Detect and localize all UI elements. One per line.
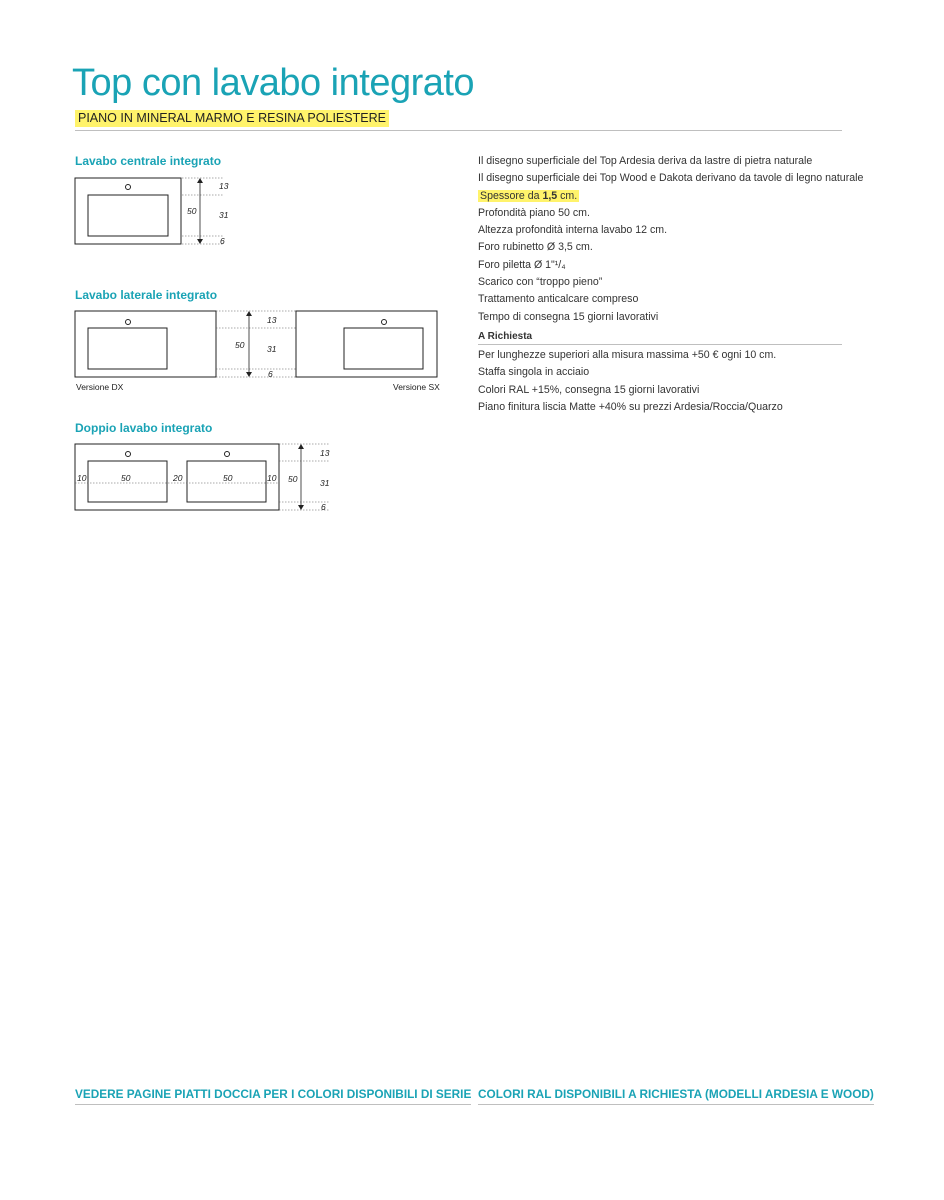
lateral-depth-label: 50 — [235, 340, 245, 350]
spec-line: Il disegno superficiale del Top Ardesia deriva da lastre di pietra naturale — [478, 155, 813, 167]
double-gap-label: 20 — [173, 473, 183, 483]
page-title: Top con lavabo integrato — [72, 62, 475, 104]
request-line: Staffa singola in acciaio — [478, 366, 590, 379]
central-inner-label: 31 — [219, 210, 229, 220]
subtitle: PIANO IN MINERAL MARMO E RESINA POLIESTERE — [75, 110, 389, 127]
central-top-label: 13 — [219, 181, 229, 191]
lateral-top-label: 13 — [267, 315, 277, 325]
lateral-inner-label: 31 — [267, 344, 277, 354]
thickness-suffix: cm. — [557, 189, 578, 202]
central-depth-label: 50 — [187, 206, 197, 216]
request-line: Per lunghezze superiori alla misura massima +50 € ogni 10 cm. — [478, 348, 777, 361]
double-top-label: 13 — [320, 448, 330, 458]
spec-line: Foro piletta Ø 1"¹/₄ — [478, 258, 566, 271]
section-double-title: Doppio lavabo integrato — [75, 421, 213, 435]
double-sink-diagram — [74, 443, 344, 515]
double-basin-right-label: 50 — [223, 473, 233, 483]
spec-list — [478, 153, 864, 416]
lateral-sink-diagram — [74, 310, 440, 382]
double-side-right-label: 10 — [267, 473, 277, 483]
subtitle-bar — [75, 109, 842, 131]
spec-line: Altezza profondità interna lavabo 12 cm. — [478, 224, 668, 237]
central-bottom-label: 6 — [220, 236, 225, 246]
double-inner-label: 31 — [320, 478, 330, 488]
spec-thickness — [478, 188, 842, 205]
double-depth-label: 50 — [288, 474, 298, 484]
spec-line: Foro rubinetto Ø 3,5 cm. — [478, 241, 593, 254]
section-lateral-title: Lavabo laterale integrato — [75, 288, 218, 302]
lateral-bottom-label: 6 — [268, 369, 273, 379]
spec-line: Il disegno superficiale dei Top Wood e Dakota derivano da tavole di legno naturale — [478, 172, 864, 185]
spec-line: Profondità piano 50 cm. — [478, 206, 590, 219]
request-line: Colori RAL +15%, consegna 15 giorni lavorativi — [478, 383, 700, 396]
request-line: Piano finitura liscia Matte +40% su prezzi Ardesia/Roccia/Quarzo — [478, 400, 783, 413]
thickness-value: 1,5 — [542, 189, 558, 202]
spec-line: Tempo di consegna 15 giorni lavorativi — [478, 310, 659, 323]
thickness-highlight — [478, 190, 579, 202]
spec-line: Scarico con “troppo pieno” — [478, 276, 603, 289]
thickness-prefix: Spessore da — [480, 189, 543, 202]
on-request-heading: A Richiesta — [478, 328, 842, 345]
footer-left-note: VEDERE PAGINE PIATTI DOCCIA PER I COLORI DISPONIBILI DI SERIE — [75, 1087, 471, 1105]
version-dx-label: Versione DX — [76, 382, 124, 392]
section-central-title: Lavabo centrale integrato — [75, 154, 222, 168]
double-bottom-label: 6 — [321, 502, 326, 512]
double-side-left-label: 10 — [77, 473, 87, 483]
double-basin-left-label: 50 — [121, 473, 131, 483]
spec-line: Trattamento anticalcare compreso — [478, 293, 639, 306]
version-sx-label: Versione SX — [393, 382, 440, 392]
footer-right-note: COLORI RAL DISPONIBILI A RICHIESTA (MODELLI ARDESIA E WOOD) — [478, 1087, 874, 1105]
